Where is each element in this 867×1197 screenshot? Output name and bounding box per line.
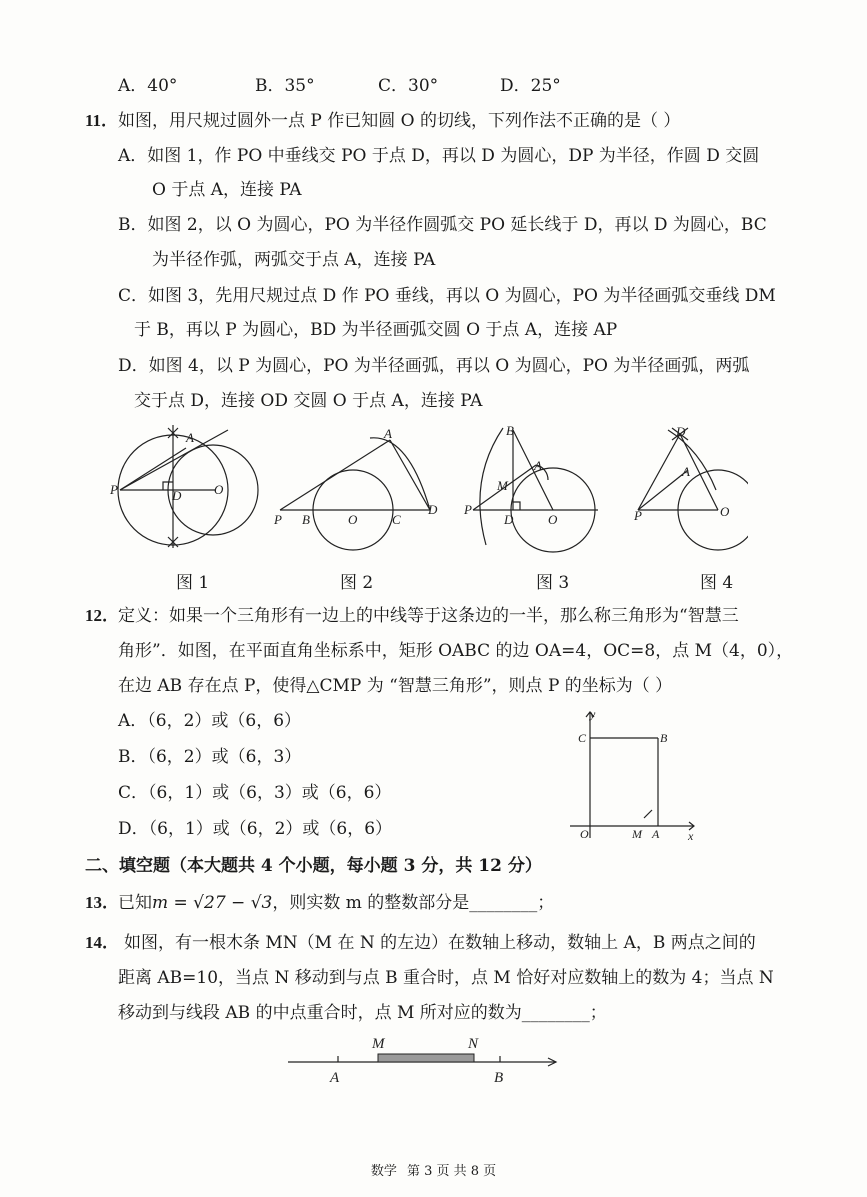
- fig2-label-o: O: [348, 512, 358, 527]
- q12-label-c: C: [578, 731, 587, 745]
- q11-option-b-line2: 为半径作弧，两弧交于点 A，连接 PA: [152, 250, 436, 270]
- fig3-label-m: M: [497, 478, 508, 493]
- fig1-label-o: O: [214, 482, 224, 497]
- q12-label-m: M: [632, 827, 642, 841]
- q10-option-c: C．30°: [378, 76, 439, 96]
- fig2-label-d: D: [428, 502, 438, 517]
- q11-option-d-line1: D．如图 4，以 P 为圆心，PO 为半径画弧，再以 O 为圆心，PO 为半径画弧，两弧: [118, 356, 750, 376]
- q14-line2: 距离 AB=10，当点 N 移动到与点 B 重合时，点 M 恰好对应数轴上的数为 4；当点 N: [118, 968, 774, 988]
- q11-option-a-line2: O 于点 A，连接 PA: [152, 180, 302, 200]
- q14-label-m: M: [372, 1036, 385, 1052]
- q13-number: 13．: [85, 893, 119, 912]
- figure-3: [473, 428, 598, 552]
- q10-option-d: D．25°: [500, 76, 561, 96]
- fig4-label-p: P: [634, 508, 642, 523]
- fig2-caption: 图 2: [340, 573, 374, 593]
- fig2-label-a: A: [384, 426, 392, 441]
- fig1-label-p: P: [110, 482, 118, 497]
- figure-4: [638, 428, 748, 550]
- fig1-label-d: D: [172, 488, 182, 503]
- q13-text-post: ，则实数 m 的整数部分是________；: [272, 893, 555, 913]
- q12-label-x: x: [688, 829, 694, 843]
- q12-stem-line2: 角形”．如图，在平面直角坐标系中，矩形 OABC 的边 OA=4，OC=8，点 M（4，0），: [118, 641, 794, 661]
- mn-stick: [378, 1054, 474, 1062]
- q11-option-c-line2: 于 B，再以 P 为圆心，BD 为半径画弧交圆 O 于点 A，连接 AP: [134, 320, 618, 340]
- fig4-label-d: D: [676, 424, 686, 439]
- q13-text-pre: 已知: [118, 893, 152, 913]
- fig4-label-o: O: [720, 504, 730, 519]
- q11-option-b-line1: B．如图 2，以 O 为圆心，PO 为半径作圆弧交 PO 延长线于 D，再以 D 为圆心，BC: [118, 215, 767, 235]
- q12-label-y: y: [590, 707, 596, 721]
- q14-line1: 如图，有一根木条 MN（M 在 N 的左边）在数轴上移动，数轴上 A，B 两点之间的: [124, 933, 756, 953]
- q13-formula: m = √27 − √3: [152, 893, 273, 913]
- footer-page-number: 第 3 页 共 8 页: [406, 1164, 497, 1179]
- figure-2: [280, 438, 430, 550]
- q14-label-a: A: [330, 1070, 340, 1086]
- fig3-label-p: P: [464, 502, 472, 517]
- q12-option-b: B．（6，2）或（6，3）: [118, 747, 302, 767]
- q13-text: [118, 893, 554, 913]
- fig4-caption: 图 4: [700, 573, 734, 593]
- q11-figures: [108, 420, 748, 570]
- fig3-caption: 图 3: [536, 573, 570, 593]
- fig3-label-b: B: [506, 423, 514, 438]
- q11-option-d-line2: 交于点 D，连接 OD 交圆 O 于点 A，连接 PA: [134, 391, 483, 411]
- q12-coordinate-figure: [560, 706, 710, 846]
- fig3-label-d: D: [504, 512, 514, 527]
- q14-number: 14．: [85, 933, 119, 952]
- q12-label-a: A: [652, 827, 660, 841]
- q12-stem-line1: 定义：如果一个三角形有一边上的中线等于这条边的一半，那么称三角形为“智慧三: [118, 606, 739, 626]
- q12-option-a: A．（6，2）或（6，6）: [118, 711, 302, 731]
- section-2-heading: 二、填空题（本大题共 4 个小题，每小题 3 分，共 12 分）: [85, 856, 542, 876]
- fig2-label-c: C: [392, 512, 401, 527]
- q14-line3: 移动到与线段 AB 的中点重合时，点 M 所对应的数为________；: [118, 1003, 607, 1023]
- page-footer: [0, 1160, 867, 1179]
- footer-subject: 数学: [370, 1164, 397, 1179]
- fig3-label-o: O: [548, 512, 558, 527]
- fig2-label-b: B: [302, 512, 310, 527]
- q10-option-b: B．35°: [255, 76, 315, 96]
- q11-number: 11．: [85, 111, 119, 130]
- q14-label-b: B: [494, 1070, 504, 1086]
- fig1-caption: 图 1: [176, 573, 210, 593]
- q12-label-o: O: [580, 827, 589, 841]
- q10-option-a: A．40°: [118, 76, 178, 96]
- q12-option-d: D．（6，1）或（6，2）或（6，6）: [118, 819, 393, 839]
- q12-label-b: B: [660, 731, 668, 745]
- q14-number-line-figure: [280, 1030, 570, 1086]
- fig2-label-p: P: [274, 512, 282, 527]
- q12-stem-line3: 在边 AB 存在点 P，使得△CMP 为 “智慧三角形”，则点 P 的坐标为（ ）: [118, 676, 673, 696]
- q14-label-n: N: [468, 1036, 479, 1052]
- q12-number: 12．: [85, 606, 119, 625]
- q11-option-a-line1: A．如图 1，作 PO 中垂线交 PO 于点 D，再以 D 为圆心，DP 为半径，作圆 D 交圆: [118, 146, 760, 166]
- q11-option-c-line1: C．如图 3，先用尺规过点 D 作 PO 垂线，再以 O 为圆心，PO 为半径画弧交垂线 DM: [118, 286, 776, 306]
- q11-stem: 如图，用尺规过圆外一点 P 作已知圆 O 的切线，下列作法不正确的是（ ）: [118, 111, 681, 131]
- fig3-label-a: A: [534, 458, 542, 473]
- fig4-label-a: A: [682, 464, 690, 479]
- fig1-label-a: A: [186, 430, 194, 445]
- q12-option-c: C．（6，1）或（6，3）或（6，6）: [118, 783, 392, 803]
